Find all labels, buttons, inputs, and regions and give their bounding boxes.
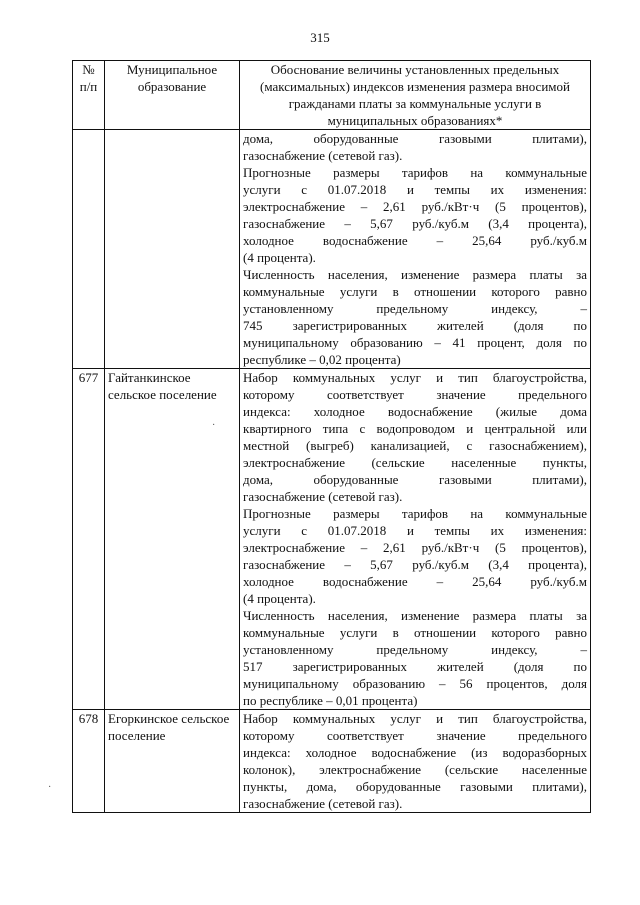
text-line: установленному предельному индексу, – [243, 642, 587, 657]
text-line: республике – 0,02 процента) [243, 352, 401, 367]
tariff-table [72, 60, 591, 813]
row-number: 678 [73, 710, 105, 813]
text-line: муниципальному образованию – 56 процентов, доля [243, 676, 587, 691]
justification-paragraph [243, 266, 587, 368]
text-line: Прогнозные размеры тарифов на коммунальные [243, 506, 587, 521]
text-line: местной (выгреб) канализацией, с газоснабжением), [243, 438, 587, 453]
text-line: индекса: холодное водоснабжение (из водоразборных [243, 745, 587, 760]
text-line: газоснабжение (сетевой газ). [243, 489, 403, 504]
text-line: газоснабжение – 5,67 руб./куб.м (3,4 процента), [243, 216, 587, 231]
text-line: 517 зарегистрированных жителей (доля по [243, 659, 587, 674]
text-line: электроснабжение – 2,61 руб./кВт·ч (5 процентов), [243, 540, 587, 555]
municipality-name: Гайтанкинское сельское поселение [105, 369, 240, 710]
text-line: газоснабжение (сетевой газ). [243, 796, 403, 811]
text-line: газоснабжение (сетевой газ). [243, 148, 403, 163]
text-line: Набор коммунальных услуг и тип благоустройства, [243, 711, 587, 726]
table-row [73, 710, 591, 813]
text-line: дома, оборудованные газовыми плитами), [243, 472, 587, 487]
text-line: услуги с 01.07.2018 и темпы их изменения: [243, 523, 587, 538]
text-line: по республике – 0,01 процента) [243, 693, 418, 708]
row-number [73, 130, 105, 369]
justification-paragraph [243, 369, 587, 505]
table-row [73, 369, 591, 710]
text-line: которому соответствует значение предельного [243, 728, 587, 743]
justification-paragraph [243, 607, 587, 709]
text-line: холодное водоснабжение – 25,64 руб./куб.м [243, 233, 587, 248]
table-header-row [73, 61, 591, 130]
header-number: № п/п [73, 61, 105, 130]
text-line: индекса: холодное водоснабжение (жилые дома [243, 404, 587, 419]
text-line: дома, оборудованные газовыми плитами), [243, 131, 587, 146]
justification-paragraph [243, 710, 587, 812]
text-line: муниципальному образованию – 41 процент, доля по [243, 335, 587, 350]
header-justification: Обоснование величины установленных предельных (максимальных) индексов изменения размера вносимой гражданами платы за коммунальные услуги в муниципальных образованиях* [240, 61, 591, 130]
text-line: установленному предельному индексу, – [243, 301, 587, 316]
text-line: Численность населения, изменение размера платы за [243, 608, 587, 623]
text-line: коммунальные услуги в отношении которого равно [243, 625, 587, 640]
page-number: 315 [310, 30, 330, 45]
table-row [73, 130, 591, 369]
text-line: коммунальные услуги в отношении которого равно [243, 284, 587, 299]
municipality-name: Егоркинское сельское поселение [105, 710, 240, 813]
scan-dot: · [212, 420, 216, 431]
scan-dot: · [48, 782, 52, 793]
text-line: Прогнозные размеры тарифов на коммунальные [243, 165, 587, 180]
text-line: (4 процента). [243, 250, 316, 265]
justification-paragraph [243, 505, 587, 607]
header-municipality: Муниципальное образование [105, 61, 240, 130]
justification-paragraph [243, 130, 587, 164]
justification-text [240, 710, 591, 813]
text-line: пункты, дома, оборудованные газовыми плитами), [243, 779, 587, 794]
text-line: колонок), электроснабжение (сельские населенные [243, 762, 587, 777]
text-line: газоснабжение – 5,67 руб./куб.м (3,4 процента), [243, 557, 587, 572]
text-line: (4 процента). [243, 591, 316, 606]
justification-text [240, 369, 591, 710]
text-line: Набор коммунальных услуг и тип благоустройства, [243, 370, 587, 385]
justification-text [240, 130, 591, 369]
text-line: 745 зарегистрированных жителей (доля по [243, 318, 587, 333]
text-line: электроснабжение – 2,61 руб./кВт·ч (5 процентов), [243, 199, 587, 214]
text-line: Численность населения, изменение размера платы за [243, 267, 587, 282]
text-line: электроснабжение (сельские населенные пункты, [243, 455, 587, 470]
text-line: которому соответствует значение предельного [243, 387, 587, 402]
row-number: 677 [73, 369, 105, 710]
municipality-name [105, 130, 240, 369]
text-line: холодное водоснабжение – 25,64 руб./куб.м [243, 574, 587, 589]
text-line: квартирного типа с водопроводом и центральной или [243, 421, 587, 436]
justification-paragraph [243, 164, 587, 266]
text-line: услуги с 01.07.2018 и темпы их изменения: [243, 182, 587, 197]
